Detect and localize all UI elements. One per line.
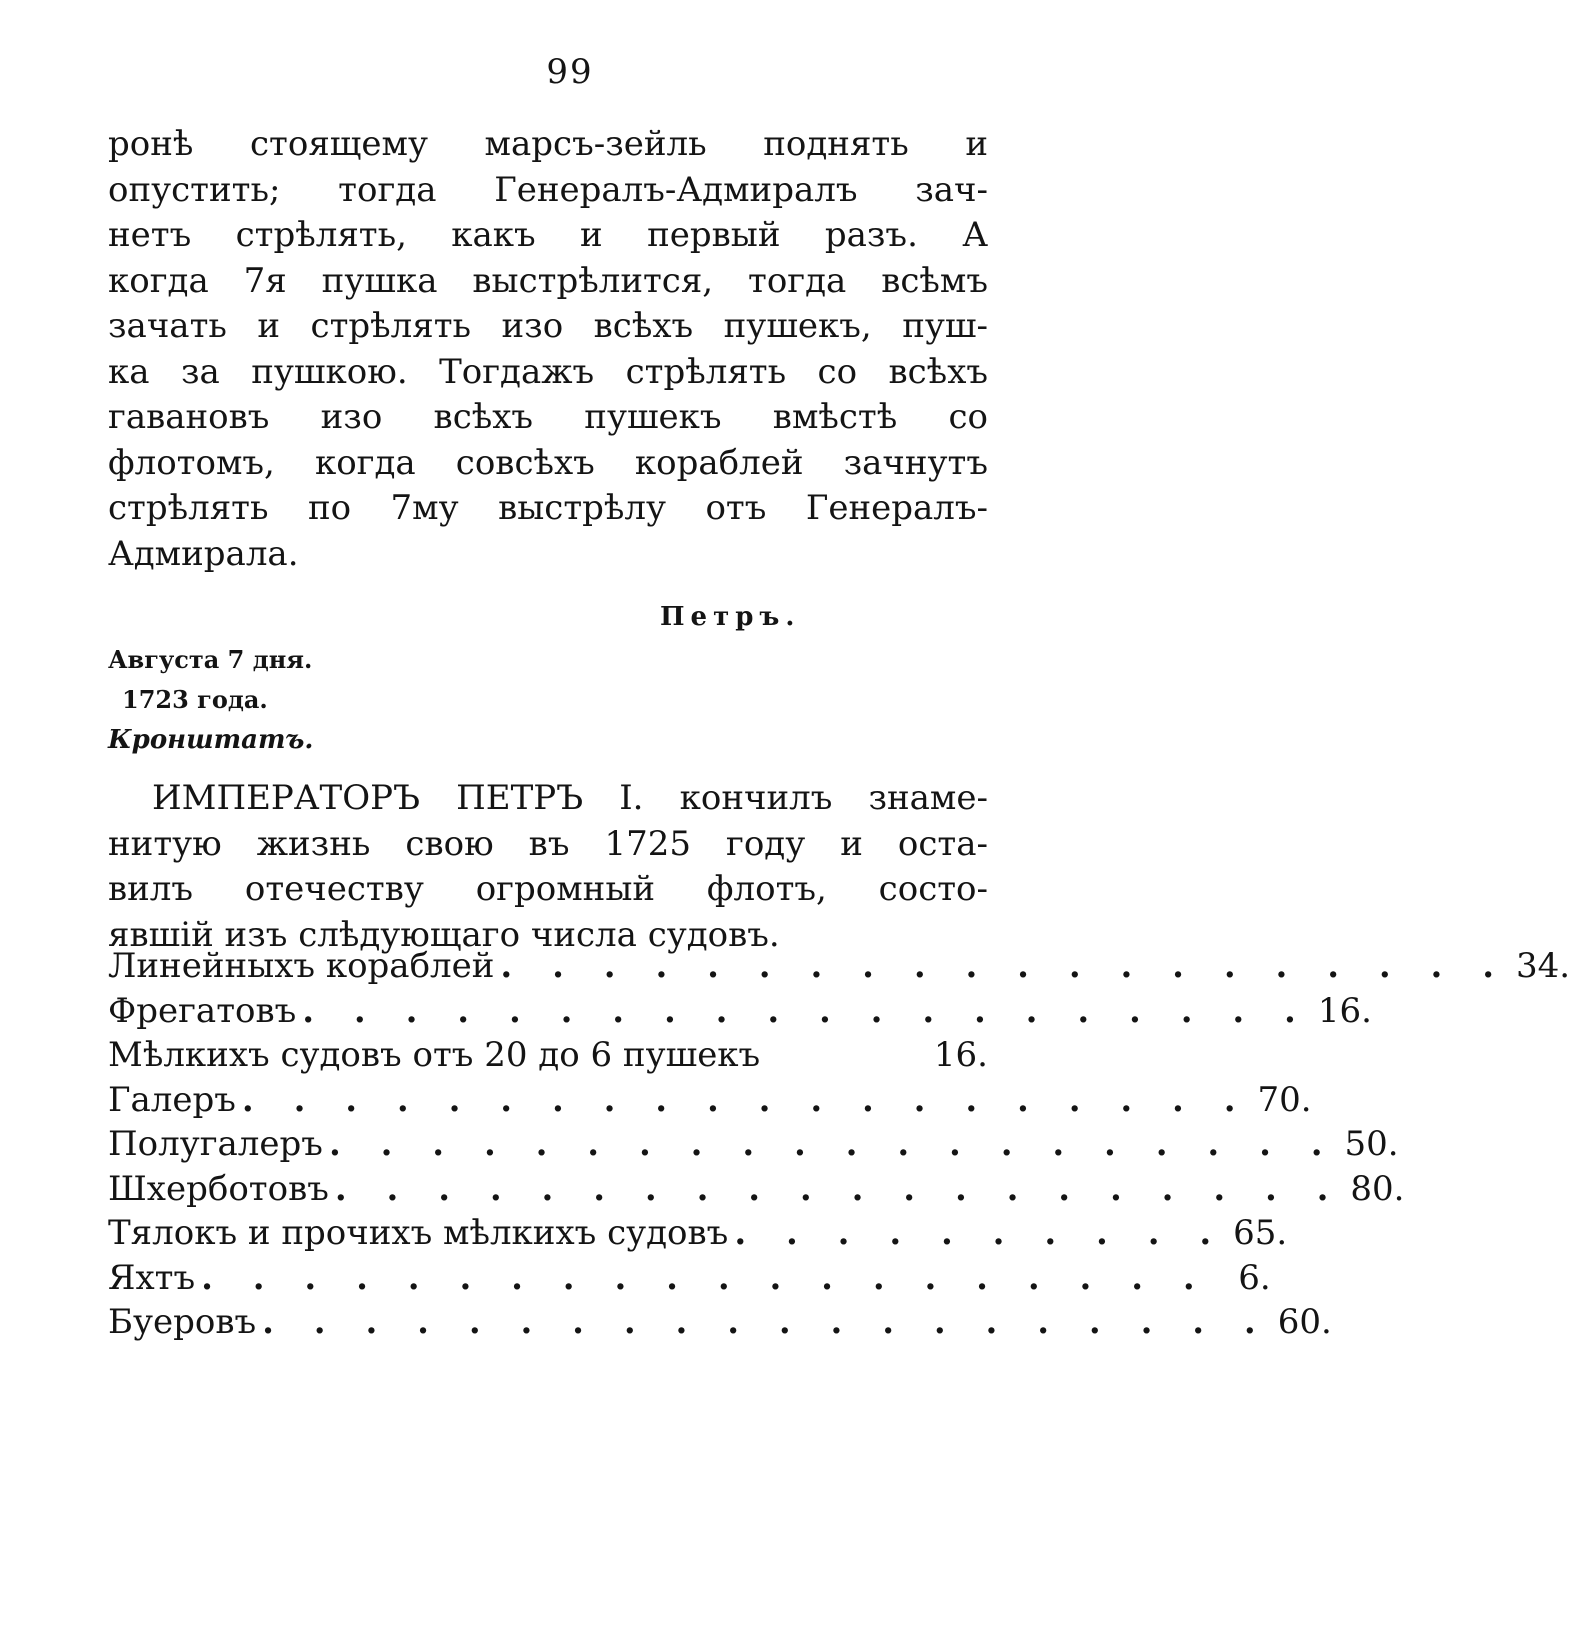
text-line: вилъ отечеству огромный флотъ, состо- bbox=[108, 869, 988, 909]
fleet-row bbox=[108, 1300, 1332, 1345]
text-line: стрѣлять по 7му выстрѣлу отъ Генералъ- bbox=[108, 488, 988, 528]
date-year: 1723 года. bbox=[122, 685, 268, 714]
text-line: ИМПЕРАТОРЪ ПЕТРЪ I. кончилъ знаме- bbox=[152, 778, 988, 818]
fleet-count: 34. bbox=[1515, 946, 1570, 986]
leader-dots: . . . . . . . . . . . . . . . . . . . . bbox=[328, 1124, 1337, 1164]
text-line: зачать и стрѣлять изо всѣхъ пушекъ, пуш- bbox=[108, 306, 988, 346]
text-line: флотомъ, когда совсѣхъ кораблей зачнутъ bbox=[108, 442, 988, 483]
fleet-label: Тялокъ и прочихъ мѣлкихъ судовъ bbox=[108, 1213, 729, 1253]
date-place: Кронштатъ. bbox=[108, 725, 314, 755]
text-line: ронѣ стоящему марсъ-зейль поднять и bbox=[108, 124, 988, 164]
leader-dots: . . . . . . . . . . . . . . . . . . . . bbox=[334, 1168, 1343, 1209]
fleet-label: Линейныхъ кораблей bbox=[108, 946, 495, 986]
text-line: нитую жизнь свою въ 1725 году и оста- bbox=[108, 823, 988, 864]
fleet-count: 6. bbox=[1238, 1257, 1271, 1298]
fleet-table bbox=[108, 944, 1570, 1345]
leader-dots: . . . . . . . . . . . . . . . . . . . . bbox=[201, 1257, 1209, 1298]
fleet-count: 65. bbox=[1233, 1213, 1288, 1253]
fleet-row bbox=[108, 1167, 1405, 1212]
paragraph-signal-orders bbox=[108, 122, 988, 577]
page-number: 99 bbox=[546, 52, 594, 92]
fleet-label: Мѣлкихъ судовъ отъ 20 до 6 пушекъ bbox=[108, 1035, 761, 1075]
fleet-row bbox=[108, 989, 1372, 1034]
fleet-row bbox=[108, 1122, 1399, 1167]
text-line: когда 7я пушка выстрѣлится, тогда всѣмъ bbox=[108, 260, 988, 301]
fleet-label: Галеръ bbox=[108, 1079, 236, 1120]
fleet-count: 60. bbox=[1277, 1302, 1332, 1342]
fleet-count: 70. bbox=[1257, 1079, 1312, 1120]
text-line: явшій изъ слѣдующаго числа судовъ. bbox=[108, 914, 780, 955]
date-block bbox=[108, 640, 313, 760]
text-line: гавановъ изо всѣхъ пушекъ вмѣстѣ со bbox=[108, 397, 988, 437]
leader-dots: . . . . . . . . . . bbox=[734, 1213, 1226, 1253]
fleet-row bbox=[108, 944, 1570, 989]
date-day: Августа 7 дня. bbox=[108, 645, 313, 674]
fleet-row bbox=[108, 1078, 1312, 1123]
fleet-label: Фрегатовъ bbox=[108, 990, 297, 1031]
fleet-row bbox=[108, 1256, 1271, 1301]
fleet-count: 80. bbox=[1350, 1168, 1405, 1209]
fleet-label: Шхерботовъ bbox=[108, 1168, 329, 1209]
fleet-label: Яхтъ bbox=[108, 1257, 196, 1298]
fleet-label: Буеровъ bbox=[108, 1302, 257, 1342]
text-line: ка за пушкою. Тогдажъ стрѣлять со всѣхъ bbox=[108, 351, 988, 392]
fleet-row bbox=[108, 1211, 1288, 1256]
leader-dots: . . . . . . . . . . . . . . . . . . . . bbox=[500, 946, 1509, 986]
fleet-count: 50. bbox=[1344, 1124, 1399, 1164]
signature: Петръ. bbox=[660, 602, 801, 632]
fleet-count: 16. bbox=[1317, 990, 1372, 1031]
fleet-label: Полугалеръ bbox=[108, 1124, 323, 1164]
paragraph-fleet-intro bbox=[108, 776, 988, 958]
leader-dots: . . . . . . . . . . . . . . . . . . . . bbox=[302, 990, 1310, 1031]
fleet-row bbox=[108, 1033, 988, 1078]
text-line: нетъ стрѣлять, какъ и первый разъ. А bbox=[108, 215, 988, 255]
leader-dots: . . . . . . . . . . . . . . . . . . . . bbox=[241, 1079, 1250, 1120]
leader-dots: . . . . . . . . . . . . . . . . . . . . bbox=[262, 1302, 1270, 1342]
text-line: Адмирала. bbox=[108, 533, 299, 574]
text-line: опустить; тогда Генералъ-Адмиралъ зач- bbox=[108, 169, 988, 210]
fleet-count: 16. bbox=[933, 1035, 988, 1075]
